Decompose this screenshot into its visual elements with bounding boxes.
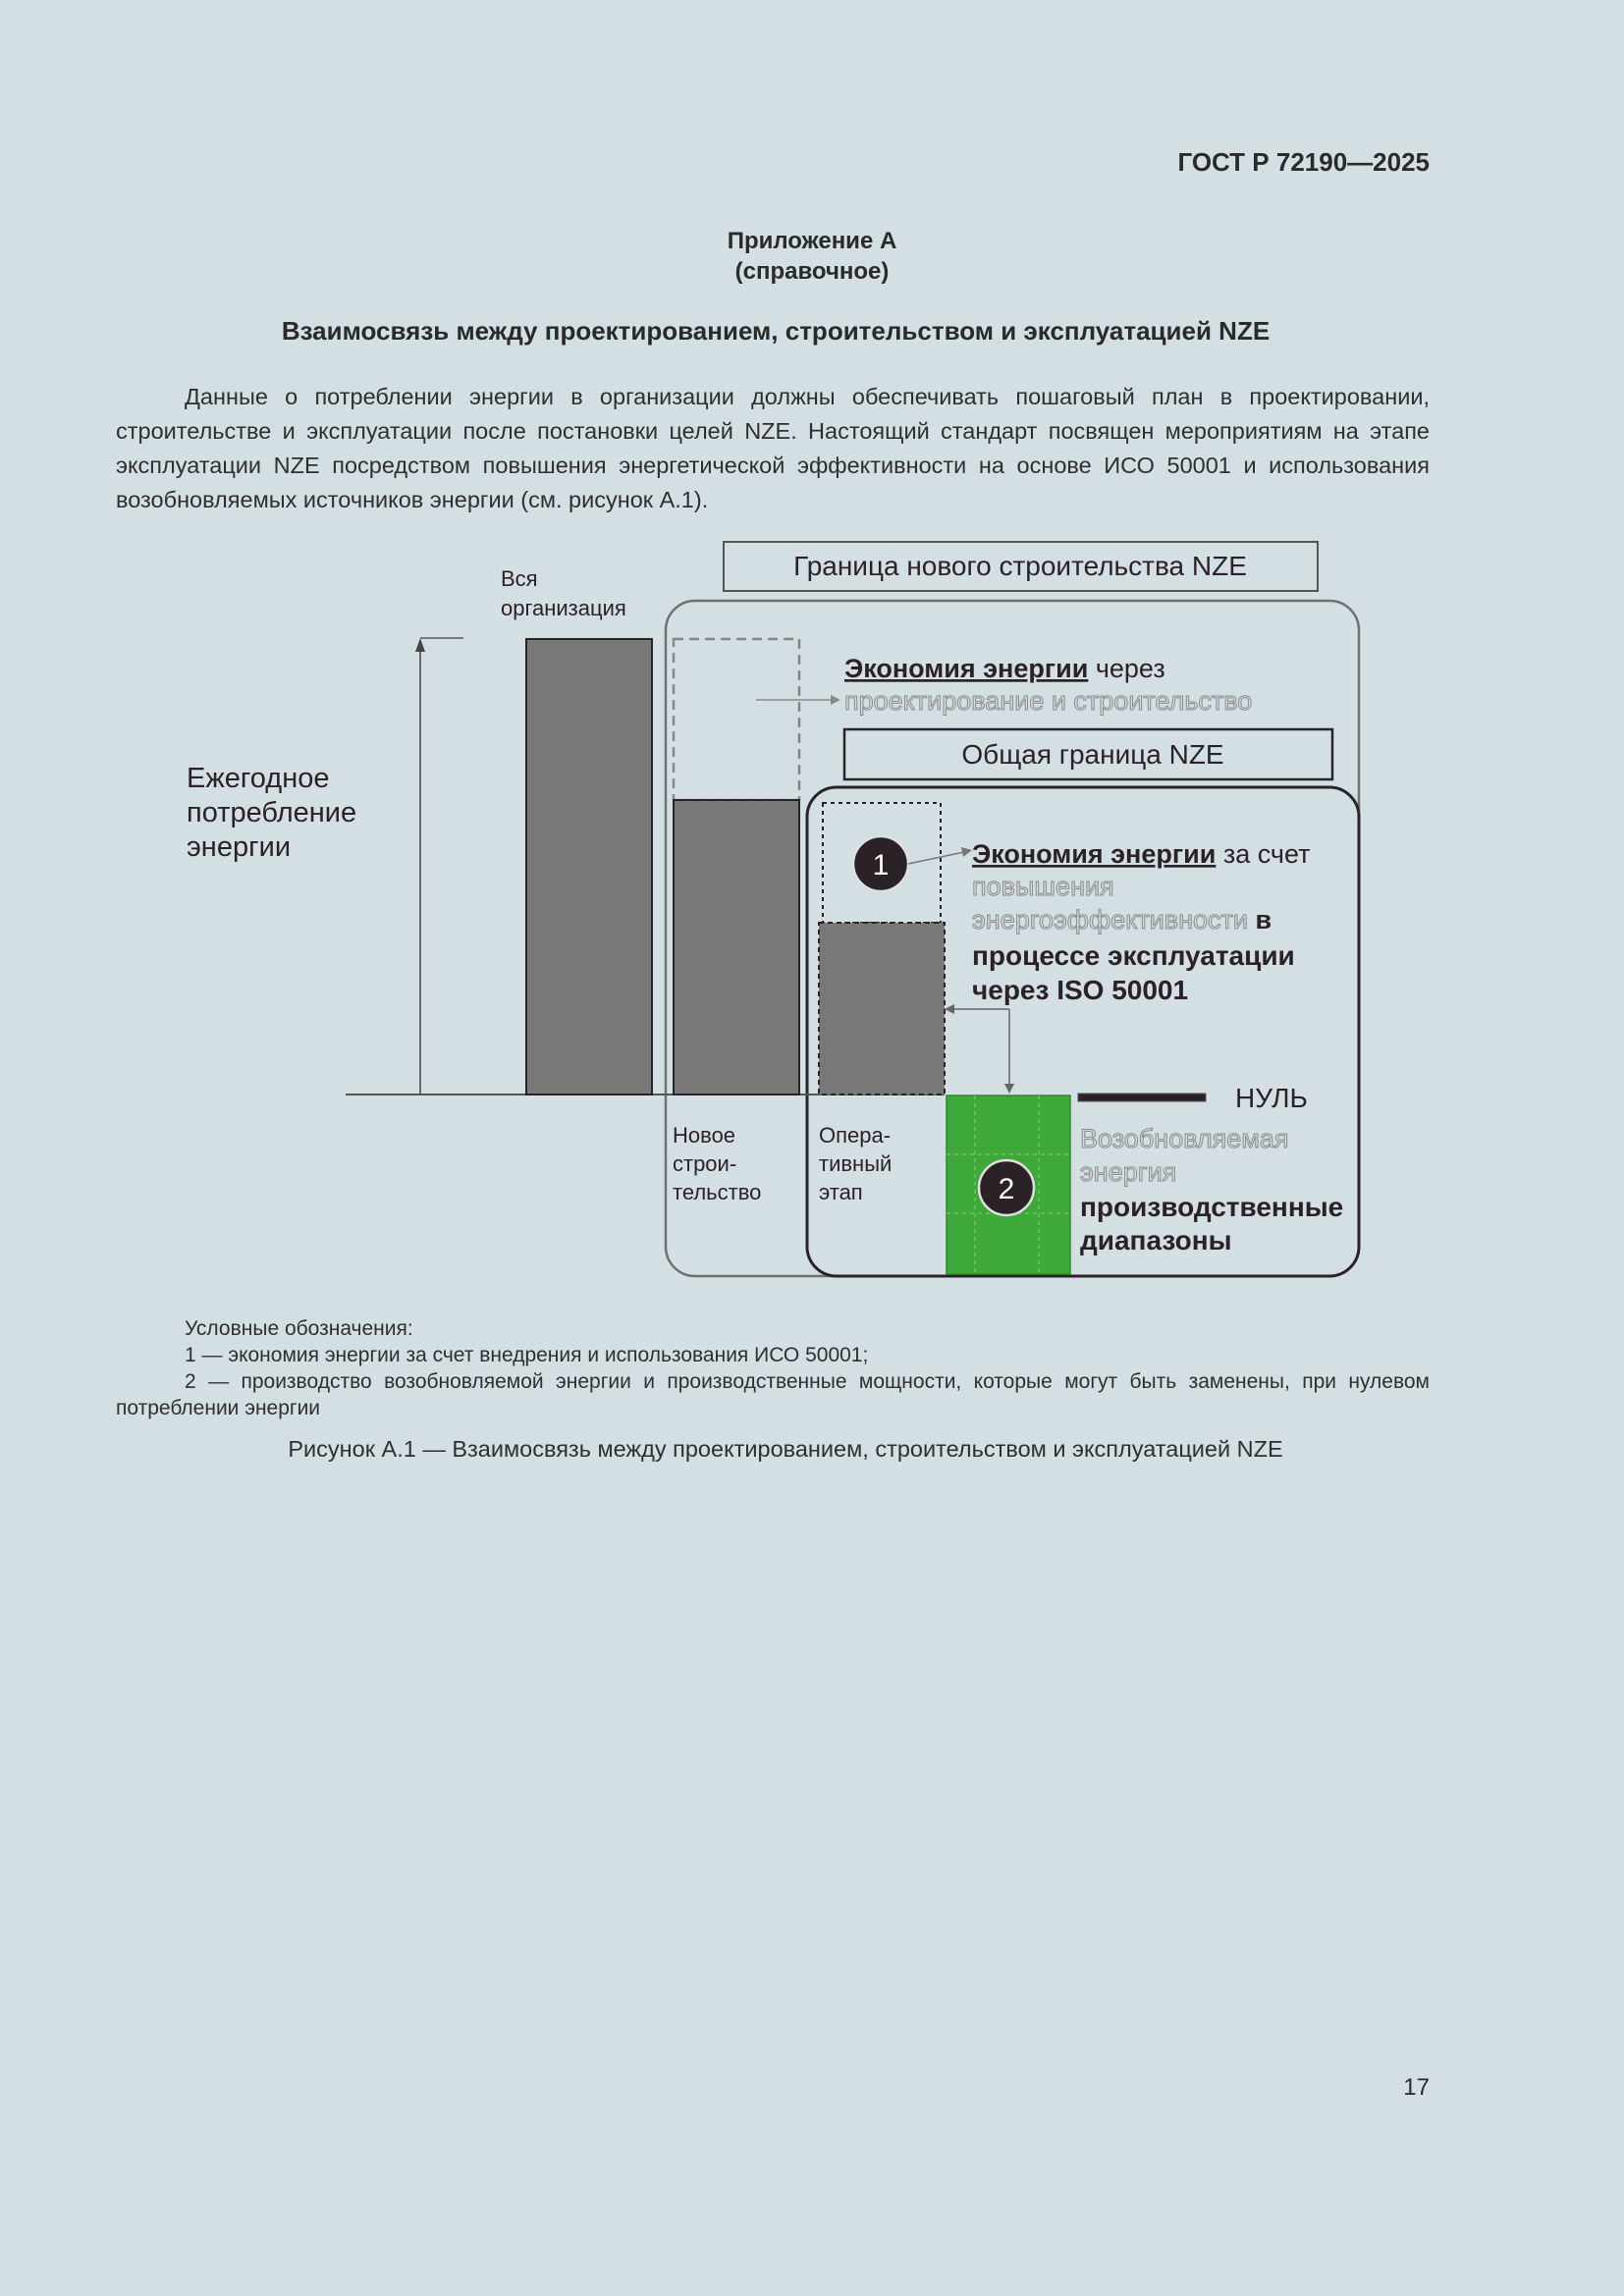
- marker-2-label: 2: [998, 1173, 1015, 1205]
- legend: [116, 1315, 1430, 1421]
- x-label-op-line2: тивный: [819, 1151, 893, 1176]
- renew-line4: диапазоны: [1080, 1225, 1232, 1255]
- op-savings-rest: за счет: [1222, 839, 1311, 869]
- renew-line1: Возобновляемая: [1080, 1124, 1289, 1153]
- section-title: Взаимосвязь между проектированием, строительством и эксплуатацией NZE: [281, 316, 1271, 346]
- design-savings-line2: проектирование и строительство: [844, 686, 1253, 716]
- renew-line2: энергия: [1080, 1157, 1177, 1187]
- new-boundary-label: Граница нового строительства NZE: [793, 551, 1247, 581]
- op-savings-line3: [972, 905, 1272, 934]
- intro-paragraph: Данные о потреблении энергии в организации должны обеспечивать пошаговый план в проектировании, строительстве и эксплуатации после постановки целей NZE. Настоящий стандарт посвящен мероприятиям на этапе эксплуатации NZE посредством повышения энергетической эффективности на основе ИСО 50001 и использования возобновляемых источников энергии (см. рисунок А.1).: [116, 384, 1430, 512]
- design-savings-bold: Экономия энергии: [844, 654, 1089, 683]
- op-savings-arrowhead: [961, 847, 972, 857]
- x-label-new-line3: тельство: [673, 1180, 762, 1204]
- op-savings-line4: процессе эксплуатации: [972, 940, 1295, 971]
- bar-new-construction: [674, 800, 799, 1095]
- zero-marker-bar: [1078, 1094, 1206, 1101]
- design-savings-arrowhead: [831, 695, 840, 705]
- x-label-new-line2: строи-: [673, 1151, 737, 1176]
- design-savings-rest: через: [1095, 654, 1165, 683]
- y-label-line1: Ежегодное: [187, 763, 330, 794]
- op-savings-bold: Экономия энергии: [972, 839, 1217, 869]
- design-savings-text: [844, 654, 1165, 683]
- op-savings-text: [972, 839, 1310, 869]
- op-savings-line2: повышения: [972, 872, 1114, 901]
- marker-1-label: 1: [872, 849, 890, 881]
- y-label-line3: энергии: [187, 831, 292, 863]
- op-savings-line3a: энергоэффективности: [972, 905, 1248, 934]
- connector-arrowhead-down: [1004, 1084, 1014, 1094]
- page-number: 17: [1403, 2074, 1430, 2101]
- x-label-op-line3: этап: [819, 1180, 863, 1204]
- common-boundary-label: Общая граница NZE: [961, 739, 1224, 770]
- bar-org-label-line2: организация: [501, 596, 626, 620]
- op-savings-arrow: [908, 852, 964, 864]
- op-savings-line3b: в: [1255, 905, 1272, 934]
- op-savings-line5: через ISO 50001: [972, 975, 1189, 1005]
- y-axis-arrowhead: [415, 638, 425, 652]
- renew-line3: производственные: [1080, 1192, 1344, 1222]
- x-label-op-line1: Опера-: [819, 1123, 892, 1148]
- connector-arrowhead-left: [945, 1004, 954, 1014]
- zero-label: НУЛЬ: [1235, 1083, 1308, 1113]
- legend-item-1: 1 — экономия энергии за счет внедрения и использования ИСО 50001;: [185, 1344, 869, 1366]
- bar-operational: [819, 923, 945, 1095]
- appendix-title: Приложение А: [727, 228, 897, 254]
- legend-title: Условные обозначения:: [185, 1317, 413, 1340]
- bar-new-construction-saved: [674, 639, 799, 800]
- appendix-subtitle: (справочное): [734, 258, 890, 285]
- y-label-line2: потребление: [187, 797, 357, 828]
- figure-caption: Рисунок А.1 — Взаимосвязь между проектированием, строительством и эксплуатацией NZE: [288, 1436, 1283, 1462]
- x-label-new-line1: Новое: [673, 1123, 736, 1148]
- document-code: ГОСТ Р 72190—2025: [1177, 147, 1430, 177]
- bar-org-label-line1: Вся: [501, 566, 538, 591]
- bar-whole-organization: [526, 639, 652, 1095]
- legend-item-2: 2 — производство возобновляемой энергии и производственные мощности, которые могут быть заменены, при нулевом потреблении энергии: [116, 1370, 1430, 1419]
